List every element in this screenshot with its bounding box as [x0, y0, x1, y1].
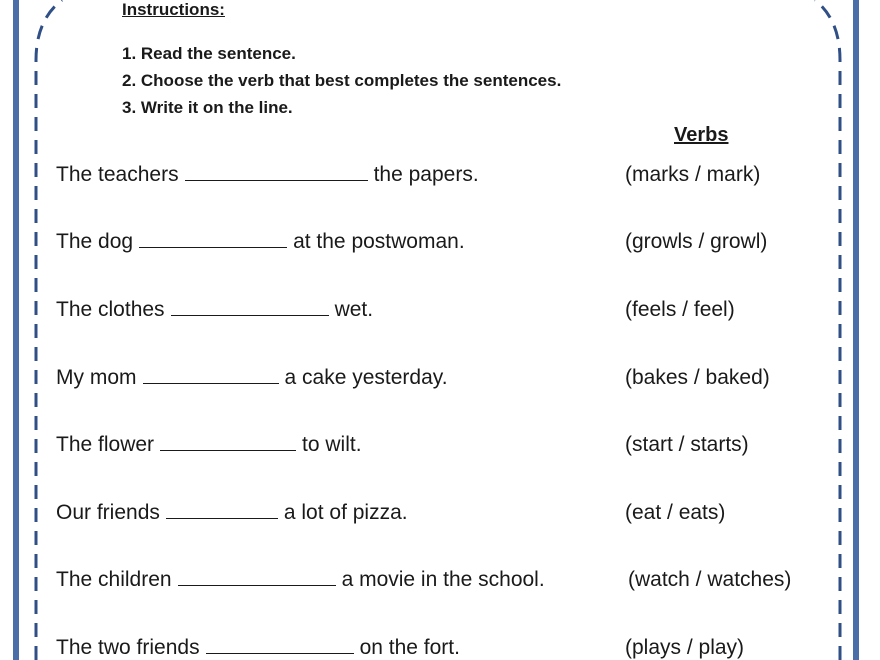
sentence-row	[56, 498, 846, 528]
sentence-end: the papers.	[373, 163, 479, 186]
sentence-start: The children	[56, 568, 172, 591]
verb-choices: (bakes / baked)	[625, 366, 770, 389]
sentence-row	[56, 363, 846, 393]
sentence-start: The two friends	[56, 636, 200, 659]
sentence-end: a cake yesterday.	[284, 366, 448, 389]
sentence-row	[56, 565, 846, 595]
sentence-row	[56, 430, 846, 460]
sentence-end: to wilt.	[302, 433, 362, 456]
instruction-step: 1. Read the sentence.	[122, 44, 296, 63]
instructions-block	[122, 0, 561, 121]
verb-choices: (feels / feel)	[625, 298, 735, 321]
answer-blank[interactable]	[171, 295, 329, 316]
sentence-start: Our friends	[56, 501, 160, 524]
sentence-start: My mom	[56, 366, 137, 389]
sentence-start: The dog	[56, 230, 134, 253]
verb-choices: (marks / mark)	[625, 163, 761, 186]
sentence-start: The clothes	[56, 298, 165, 321]
sentence-end: on the fort.	[359, 636, 460, 659]
sentence-end: wet.	[334, 298, 374, 321]
answer-blank[interactable]	[206, 633, 354, 654]
sentence-row	[56, 227, 846, 257]
verbs-heading: Verbs	[674, 124, 729, 146]
sentence-row	[56, 633, 846, 660]
sentence-end: a movie in the school.	[341, 568, 545, 591]
sentence-start: The teachers	[56, 163, 179, 186]
answer-blank[interactable]	[139, 227, 287, 248]
instruction-step: 2. Choose the verb that best completes the sentences.	[122, 71, 562, 90]
sentence-end: a lot of pizza.	[283, 501, 408, 524]
sentence-end: at the postwoman.	[293, 230, 465, 253]
answer-blank[interactable]	[160, 430, 296, 451]
instructions-list	[122, 40, 561, 121]
answer-blank[interactable]	[143, 363, 279, 384]
verb-choices: (watch / watches)	[628, 568, 792, 591]
answer-blank[interactable]	[178, 565, 336, 586]
sentence-start: The flower	[56, 433, 155, 456]
answer-blank[interactable]	[166, 498, 278, 519]
instruction-step: 3. Write it on the line.	[122, 98, 293, 117]
verb-choices: (eat / eats)	[625, 501, 726, 524]
sentence-row	[56, 160, 846, 190]
verb-choices: (growls / growl)	[625, 230, 768, 253]
instructions-title: Instructions:	[122, 0, 225, 19]
sentence-row	[56, 295, 846, 325]
verb-choices: (plays / play)	[625, 636, 745, 659]
verb-choices: (start / starts)	[625, 433, 749, 456]
answer-blank[interactable]	[185, 160, 368, 181]
